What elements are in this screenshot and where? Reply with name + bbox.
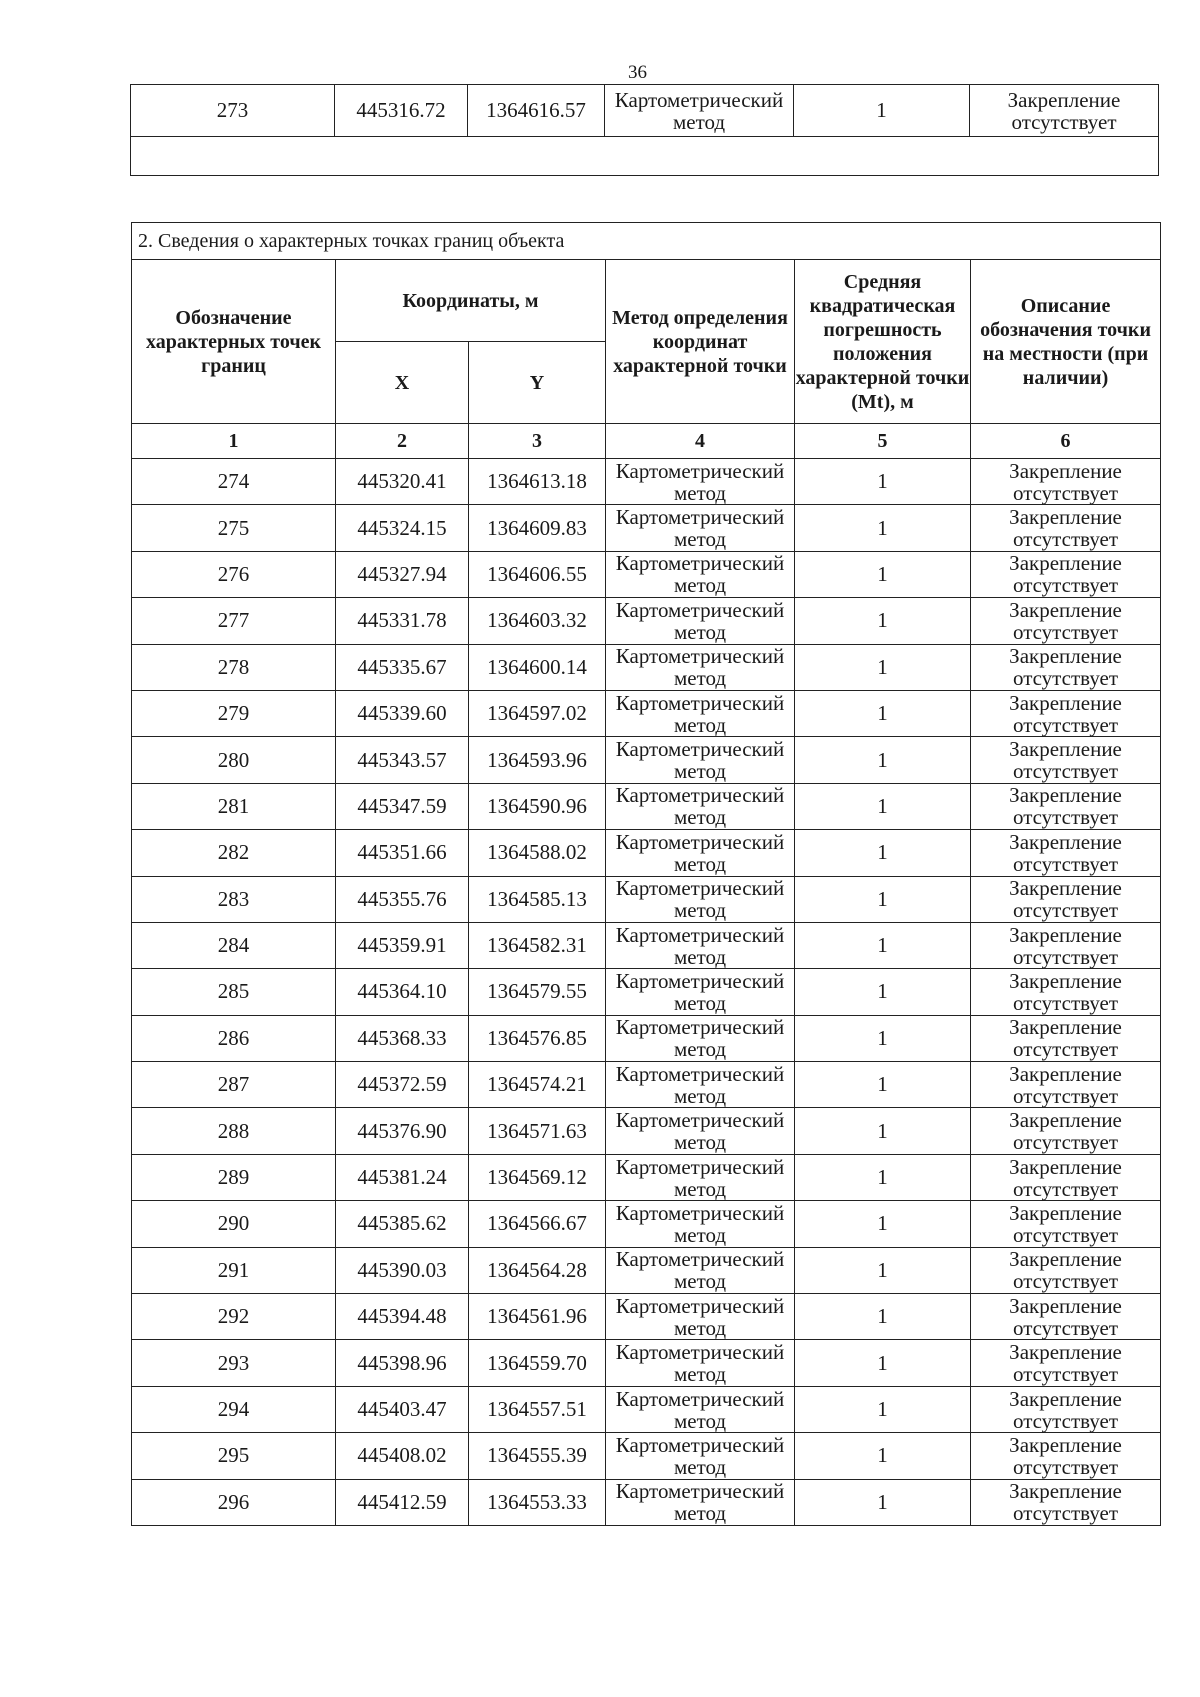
description: Закрепление отсутствует — [971, 1433, 1161, 1479]
method: Картометрический метод — [605, 85, 794, 137]
coord-y: 1364600.14 — [469, 644, 606, 690]
column-numbers-row — [132, 424, 1161, 459]
table-row — [132, 1247, 1161, 1293]
description: Закрепление отсутствует — [970, 85, 1159, 137]
point-id: 283 — [132, 876, 336, 922]
error: 1 — [795, 1294, 971, 1340]
description: Закрепление отсутствует — [971, 1294, 1161, 1340]
description: Закрепление отсутствует — [971, 1015, 1161, 1061]
table-row — [132, 783, 1161, 829]
coord-y: 1364564.28 — [469, 1247, 606, 1293]
description: Закрепление отсутствует — [971, 598, 1161, 644]
point-id: 294 — [132, 1386, 336, 1432]
point-id: 291 — [132, 1247, 336, 1293]
coord-x: 445351.66 — [336, 830, 469, 876]
coord-y: 1364606.55 — [469, 551, 606, 597]
coord-y: 1364574.21 — [469, 1062, 606, 1108]
description: Закрепление отсутствует — [971, 644, 1161, 690]
point-id: 273 — [131, 85, 335, 137]
coord-x: 445376.90 — [336, 1108, 469, 1154]
table-row — [132, 1433, 1161, 1479]
table-row — [132, 459, 1161, 505]
table-row — [132, 551, 1161, 597]
coord-x: 445324.15 — [336, 505, 469, 551]
table-row — [132, 830, 1161, 876]
point-id: 285 — [132, 969, 336, 1015]
table-row — [132, 876, 1161, 922]
page-number: 36 — [628, 62, 647, 83]
error: 1 — [795, 737, 971, 783]
column-number: 5 — [795, 424, 971, 459]
description: Закрепление отсутствует — [971, 690, 1161, 736]
method: Картометрический метод — [606, 1201, 795, 1247]
method: Картометрический метод — [606, 1062, 795, 1108]
header-description: Описание обозначения точки на местности (при наличии) — [971, 260, 1161, 424]
method: Картометрический метод — [606, 1479, 795, 1525]
method: Картометрический метод — [606, 459, 795, 505]
description: Закрепление отсутствует — [971, 1479, 1161, 1525]
error: 1 — [795, 922, 971, 968]
method: Картометрический метод — [606, 551, 795, 597]
method: Картометрический метод — [606, 1294, 795, 1340]
error: 1 — [795, 1154, 971, 1200]
boundary-points-table — [131, 222, 1161, 1526]
description: Закрепление отсутствует — [971, 1201, 1161, 1247]
point-id: 295 — [132, 1433, 336, 1479]
point-id: 276 — [132, 551, 336, 597]
header-method: Метод определения координат характерной точки — [606, 260, 795, 424]
point-id: 288 — [132, 1108, 336, 1154]
method: Картометрический метод — [606, 922, 795, 968]
coord-y: 1364566.67 — [469, 1201, 606, 1247]
coord-y: 1364569.12 — [469, 1154, 606, 1200]
coord-y: 1364590.96 — [469, 783, 606, 829]
error: 1 — [795, 598, 971, 644]
section-title: 2. Сведения о характерных точках границ объекта — [132, 223, 1161, 260]
error: 1 — [795, 551, 971, 597]
table-row — [132, 1108, 1161, 1154]
coord-y: 1364579.55 — [469, 969, 606, 1015]
coord-x: 445364.10 — [336, 969, 469, 1015]
description: Закрепление отсутствует — [971, 830, 1161, 876]
description: Закрепление отсутствует — [971, 1340, 1161, 1386]
method: Картометрический метод — [606, 876, 795, 922]
table-row — [131, 85, 1159, 137]
method: Картометрический метод — [606, 598, 795, 644]
table-row — [132, 1340, 1161, 1386]
table-row — [132, 505, 1161, 551]
description: Закрепление отсутствует — [971, 1247, 1161, 1293]
point-id: 296 — [132, 1479, 336, 1525]
table-row — [132, 1062, 1161, 1108]
coord-y: 1364555.39 — [469, 1433, 606, 1479]
description: Закрепление отсутствует — [971, 783, 1161, 829]
error: 1 — [795, 1015, 971, 1061]
column-number: 3 — [469, 424, 606, 459]
description: Закрепление отсутствует — [971, 551, 1161, 597]
coord-y: 1364603.32 — [469, 598, 606, 644]
point-id: 287 — [132, 1062, 336, 1108]
coord-x: 445320.41 — [336, 459, 469, 505]
coord-y: 1364616.57 — [468, 85, 605, 137]
column-number: 1 — [132, 424, 336, 459]
description: Закрепление отсутствует — [971, 505, 1161, 551]
header-coords: Координаты, м — [336, 260, 606, 342]
column-number: 6 — [971, 424, 1161, 459]
empty-cell — [131, 137, 1159, 176]
table-row — [132, 1154, 1161, 1200]
column-number: 2 — [336, 424, 469, 459]
error: 1 — [795, 969, 971, 1015]
description: Закрепление отсутствует — [971, 1108, 1161, 1154]
point-id: 275 — [132, 505, 336, 551]
method: Картометрический метод — [606, 1386, 795, 1432]
error: 1 — [795, 1201, 971, 1247]
table-row — [132, 1015, 1161, 1061]
table-row — [132, 690, 1161, 736]
point-id: 274 — [132, 459, 336, 505]
method: Картометрический метод — [606, 737, 795, 783]
coord-x: 445347.59 — [336, 783, 469, 829]
error: 1 — [795, 830, 971, 876]
description: Закрепление отсутствует — [971, 922, 1161, 968]
description: Закрепление отсутствует — [971, 1154, 1161, 1200]
coord-x: 445385.62 — [336, 1201, 469, 1247]
method: Картометрический метод — [606, 505, 795, 551]
coord-y: 1364582.31 — [469, 922, 606, 968]
coord-x: 445390.03 — [336, 1247, 469, 1293]
coord-y: 1364593.96 — [469, 737, 606, 783]
coord-x: 445359.91 — [336, 922, 469, 968]
table-row — [132, 644, 1161, 690]
method: Картометрический метод — [606, 1154, 795, 1200]
coord-y: 1364588.02 — [469, 830, 606, 876]
description: Закрепление отсутствует — [971, 876, 1161, 922]
column-number: 4 — [606, 424, 795, 459]
coord-x: 445339.60 — [336, 690, 469, 736]
point-id: 278 — [132, 644, 336, 690]
point-id: 284 — [132, 922, 336, 968]
coord-x: 445372.59 — [336, 1062, 469, 1108]
coord-y: 1364609.83 — [469, 505, 606, 551]
coord-x: 445331.78 — [336, 598, 469, 644]
error: 1 — [795, 1386, 971, 1432]
point-id: 277 — [132, 598, 336, 644]
description: Закрепление отсутствует — [971, 459, 1161, 505]
point-id: 289 — [132, 1154, 336, 1200]
coord-x: 445408.02 — [336, 1433, 469, 1479]
error: 1 — [795, 1479, 971, 1525]
method: Картометрический метод — [606, 1433, 795, 1479]
method: Картометрический метод — [606, 1108, 795, 1154]
coord-x: 445412.59 — [336, 1479, 469, 1525]
coord-y: 1364613.18 — [469, 459, 606, 505]
coord-x: 445381.24 — [336, 1154, 469, 1200]
header-designation: Обозначение характерных точек границ — [132, 260, 336, 424]
coord-y: 1364559.70 — [469, 1340, 606, 1386]
error: 1 — [795, 505, 971, 551]
coord-x: 445394.48 — [336, 1294, 469, 1340]
description: Закрепление отсутствует — [971, 1386, 1161, 1432]
table-row — [132, 1479, 1161, 1525]
coord-x: 445355.76 — [336, 876, 469, 922]
coord-x: 445316.72 — [335, 85, 468, 137]
header-error: Средняя квадратическая погрешность положения характерной точки (Mt), м — [795, 260, 971, 424]
error: 1 — [795, 1340, 971, 1386]
method: Картометрический метод — [606, 830, 795, 876]
coord-x: 445327.94 — [336, 551, 469, 597]
method: Картометрический метод — [606, 690, 795, 736]
error: 1 — [795, 644, 971, 690]
error: 1 — [795, 1108, 971, 1154]
point-id: 292 — [132, 1294, 336, 1340]
continued-table — [130, 84, 1159, 176]
point-id: 290 — [132, 1201, 336, 1247]
point-id: 282 — [132, 830, 336, 876]
method: Картометрический метод — [606, 1015, 795, 1061]
table-row — [132, 969, 1161, 1015]
table-row — [132, 922, 1161, 968]
header-y: Y — [469, 342, 606, 424]
error: 1 — [795, 690, 971, 736]
method: Картометрический метод — [606, 644, 795, 690]
description: Закрепление отсутствует — [971, 1062, 1161, 1108]
coord-x: 445335.67 — [336, 644, 469, 690]
table-row — [132, 1201, 1161, 1247]
coord-y: 1364597.02 — [469, 690, 606, 736]
description: Закрепление отсутствует — [971, 969, 1161, 1015]
error: 1 — [795, 876, 971, 922]
coord-y: 1364553.33 — [469, 1479, 606, 1525]
description: Закрепление отсутствует — [971, 737, 1161, 783]
table-row — [132, 1386, 1161, 1432]
table-row — [132, 737, 1161, 783]
table-row — [132, 1294, 1161, 1340]
point-id: 280 — [132, 737, 336, 783]
method: Картометрический метод — [606, 969, 795, 1015]
coord-x: 445403.47 — [336, 1386, 469, 1432]
coord-y: 1364561.96 — [469, 1294, 606, 1340]
error: 1 — [795, 1247, 971, 1293]
error: 1 — [795, 459, 971, 505]
point-id: 281 — [132, 783, 336, 829]
point-id: 293 — [132, 1340, 336, 1386]
method: Картометрический метод — [606, 783, 795, 829]
coord-x: 445343.57 — [336, 737, 469, 783]
coord-x: 445368.33 — [336, 1015, 469, 1061]
point-id: 286 — [132, 1015, 336, 1061]
error: 1 — [795, 1062, 971, 1108]
error: 1 — [794, 85, 970, 137]
table-row — [132, 598, 1161, 644]
coord-x: 445398.96 — [336, 1340, 469, 1386]
coord-y: 1364571.63 — [469, 1108, 606, 1154]
error: 1 — [795, 1433, 971, 1479]
coord-y: 1364585.13 — [469, 876, 606, 922]
coord-y: 1364576.85 — [469, 1015, 606, 1061]
error: 1 — [795, 783, 971, 829]
method: Картометрический метод — [606, 1247, 795, 1293]
point-id: 279 — [132, 690, 336, 736]
method: Картометрический метод — [606, 1340, 795, 1386]
empty-row — [131, 137, 1159, 176]
header-x: X — [336, 342, 469, 424]
coord-y: 1364557.51 — [469, 1386, 606, 1432]
